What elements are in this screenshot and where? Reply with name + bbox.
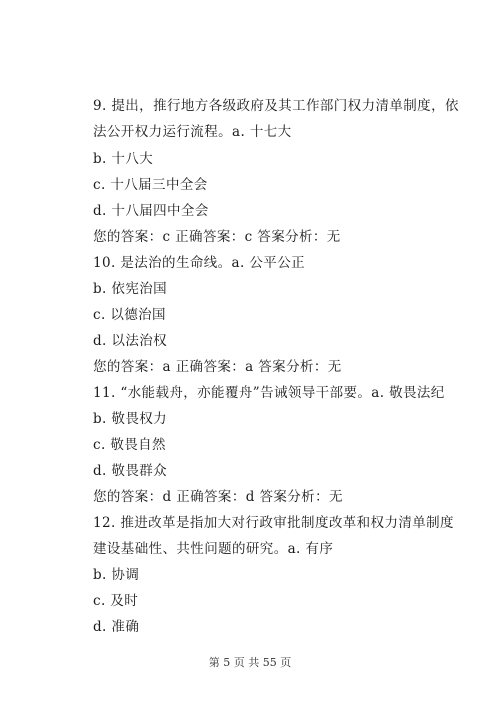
question-11-option-b: b. 敬畏权力	[93, 411, 168, 427]
question-10-answer: 您的答案：a 正确答案：a 答案分析：无	[93, 359, 342, 375]
page-footer: 第 5 页 共 55 页	[208, 656, 292, 669]
question-10-option-c: c. 以德治国	[93, 307, 166, 323]
question-9-option-d: d. 十八届四中全会	[93, 203, 209, 219]
question-11-stem: 11. “水能载舟，亦能覆舟”告诫领导干部要。a. 敬畏法纪	[93, 385, 445, 401]
question-12-option-c: c. 及时	[93, 593, 139, 609]
question-11-option-c: c. 敬畏自然	[93, 437, 166, 453]
question-11-answer: 您的答案：d 正确答案：d 答案分析：无	[93, 489, 343, 505]
question-10-option-d: d. 以法治权	[93, 333, 168, 349]
question-9-option-b: b. 十八大	[93, 151, 154, 167]
question-9-stem-line-2: 法公开权力运行流程。a. 十七大	[93, 124, 292, 140]
question-12-option-d: d. 准确	[93, 619, 140, 635]
question-9-answer: 您的答案：c 正确答案：c 答案分析：无	[93, 229, 341, 245]
question-12-stem-line-2: 建设基础性、共性问题的研究。a. 有序	[93, 541, 334, 557]
question-10-stem: 10. 是法治的生命线。a. 公平公正	[93, 255, 305, 271]
question-12-stem-line-1: 12. 推进改革是指加大对行政审批制度改革和权力清单制度	[93, 515, 454, 531]
question-12-option-b: b. 协调	[93, 567, 140, 583]
question-9-option-c: c. 十八届三中全会	[93, 177, 208, 193]
question-11-option-d: d. 敬畏群众	[93, 463, 168, 479]
question-10-option-b: b. 依宪治国	[93, 281, 168, 297]
question-9-stem-line-1: 9. 提出，推行地方各级政府及其工作部门权力清单制度，依	[93, 98, 459, 114]
